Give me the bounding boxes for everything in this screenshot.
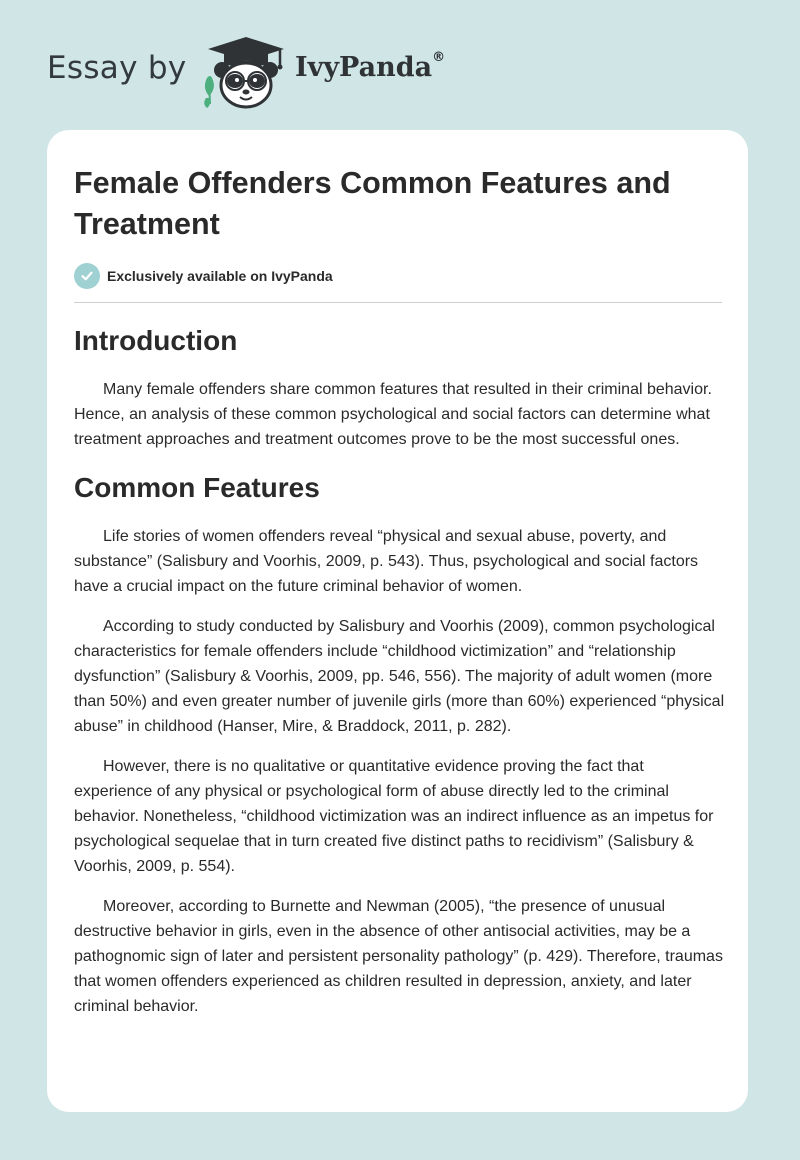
- section-heading-introduction: Introduction: [74, 325, 238, 356]
- panda-graduate-icon[interactable]: [200, 36, 292, 110]
- check-icon: [74, 263, 100, 289]
- site-header: [0, 0, 800, 130]
- paragraph: Life stories of women offenders reveal “physical and sexual abuse, poverty, and substance” (Salisbury and Voorhis, 2009, p. 543). Thus, psychological and social factors have a crucial impact on the future criminal behavior of women.: [74, 528, 699, 595]
- paragraph: However, there is no qualitative or quantitative evidence proving the fact that experience of any physical or psychological form of abuse directly led to the criminal behavior. Nonetheless, “childhood victimization was an indirect influence as an impetus for psychological sequelae that in turn created five distinct paths to recidivism” (Salisbury & Voorhis, 2009, p. 554).: [74, 758, 714, 875]
- registered-mark: ®: [432, 50, 446, 65]
- essay-body: [74, 324, 726, 1034]
- essay-by-label: Essay by: [47, 50, 187, 86]
- essay-title: Female Offenders Common Features and Treatment: [74, 166, 671, 241]
- paragraph: Moreover, according to Burnette and Newman (2005), “the presence of unusual destructive behavior in girls, even in the absence of other antisocial activities, may be a pathognomic sign of later and persistent personality pathology” (p. 429). Therefore, traumas that women offenders experienced as children resulted in depression, anxiety, and later criminal behavior.: [74, 898, 723, 1015]
- paragraph: According to study conducted by Salisbury and Voorhis (2009), common psychological characteristics for female offenders include “childhood victimization” and “relationship dysfunction” (Salisbury & Voorhis, 2009, pp. 546, 556). The majority of adult women (more than 50%) and even greater number of juvenile girls (more than 60%) experienced “physical abuse” in childhood (Hanser, Mire, & Braddock, 2011, p. 282).: [74, 618, 725, 735]
- brand-name: IvyPanda: [295, 52, 433, 83]
- section-heading-common-features: Common Features: [74, 472, 320, 503]
- exclusive-label: Exclusively available on IvyPanda: [107, 268, 333, 284]
- brand-logo[interactable]: [295, 52, 445, 83]
- paragraph: Many female offenders share common features that resulted in their criminal behavior. Hence, an analysis of these common psychological and social factors can determine what treatment approaches and treatment outcomes prove to be the most successful ones.: [74, 381, 712, 448]
- divider: [74, 302, 722, 303]
- exclusive-badge: [74, 263, 333, 289]
- essay-card: [47, 130, 748, 1112]
